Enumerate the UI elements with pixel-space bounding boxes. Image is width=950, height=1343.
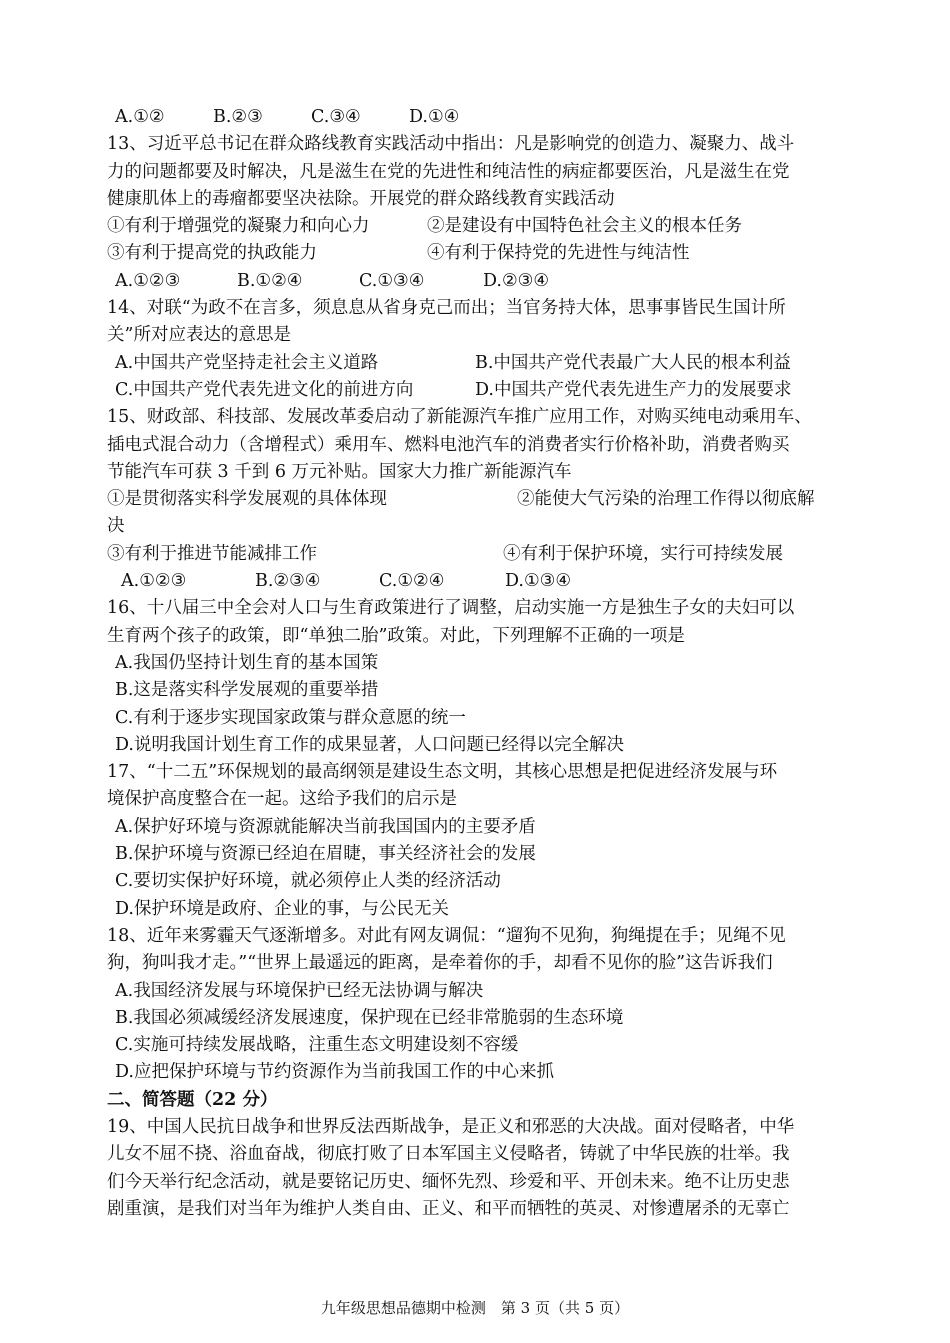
q14-option-a: A.中国共产党坚持走社会主义道路 (115, 352, 379, 373)
page-footer: 九年级思想品德期中检测 第 3 页（共 5 页） (320, 1299, 630, 1317)
page-content (107, 104, 852, 1223)
q15-statement-2-wrap: 决 (107, 516, 125, 537)
q18-option-a: A.我国经济发展与环境保护已经无法协调与解决 (115, 980, 484, 1001)
q17-option-b: B.保护环境与资源已经迫在眉睫，事关经济社会的发展 (115, 844, 536, 865)
q16-option-b: B.这是落实科学发展观的重要举措 (115, 680, 379, 701)
q15-statements-row-2 (107, 541, 852, 568)
q13-options (107, 268, 852, 295)
q13-option-d: D.②③④ (483, 270, 550, 291)
q16-option-c: C.有利于逐步实现国家政策与群众意愿的统一 (115, 707, 466, 728)
q17-stem-line-2: 境保护高度整合在一起。这给予我们的启示是 (107, 789, 457, 810)
q13-stem-line-3: 健康肌体上的毒瘤都要坚决祛除。开展党的群众路线教育实践活动 (107, 188, 615, 209)
q14-options-row-1 (107, 350, 852, 377)
q13-statement-2: ②是建设有中国特色社会主义的根本任务 (427, 216, 742, 237)
q12-option-c: C.③④ (311, 107, 361, 127)
q16-stem-line-2: 生育两个孩子的政策，即“单独二胎”政策。对此，下列理解不正确的一项是 (107, 625, 685, 646)
q17-option-c: C.要切实保护好环境，就必须停止人类的经济活动 (115, 871, 501, 892)
q16-option-a: A.我国仍坚持计划生育的基本国策 (115, 652, 379, 673)
q12-options (107, 104, 852, 131)
section-2-heading: 二、简答题（22 分） (107, 1089, 278, 1110)
q18-option-b: B.我国必须减缓经济发展速度，保护现在已经非常脆弱的生态环境 (115, 1007, 624, 1028)
q12-option-d: D.①④ (409, 107, 460, 127)
q19-stem-line-3: 们今天举行纪念活动，就是要铭记历史、缅怀先烈、珍爱和平、开创未来。绝不让历史悲 (107, 1171, 790, 1192)
q15-option-d: D.①③④ (505, 571, 572, 592)
q18-option-d: D.应把保护环境与节约资源作为当前我国工作的中心来抓 (115, 1062, 554, 1083)
q14-option-d: D.中国共产党代表先进生产力的发展要求 (475, 379, 792, 400)
q17-option-a: A.保护好环境与资源就能解决当前我国国内的主要矛盾 (115, 816, 536, 837)
q19-stem-line-1: 19、中国人民抗日战争和世界反法西斯战争，是正义和邪恶的大决战。面对侵略者，中华 (107, 1116, 795, 1137)
q13-stem-line-1: 13、习近平总书记在群众路线教育实践活动中指出：凡是影响党的创造力、凝聚力、战斗 (107, 134, 795, 155)
q14-option-c: C.中国共产党代表先进文化的前进方向 (115, 379, 414, 400)
q15-stem-line-3: 节能汽车可获 3 千到 6 万元补贴。国家大力推广新能源汽车 (107, 461, 572, 482)
q16-stem-line-1: 16、十八届三中全会对人口与生育政策进行了调整，启动实施一方是独生子女的夫妇可以 (107, 598, 795, 619)
q15-statement-4: ④有利于保护环境，实行可持续发展 (503, 543, 783, 564)
q15-options (107, 568, 852, 595)
q15-stem-line-2: 插电式混合动力（含增程式）乘用车、燃料电池汽车的消费者实行价格补助，消费者购买 (107, 434, 790, 455)
q15-stem-line-1: 15、财政部、科技部、发展改革委启动了新能源汽车推广应用工作，对购买纯电动乘用车、 (107, 407, 812, 428)
q14-option-b: B.中国共产党代表最广大人民的根本利益 (475, 352, 791, 373)
q13-option-a: A.①②③ (115, 270, 181, 291)
q12-option-b: B.②③ (213, 107, 263, 127)
q15-option-c: C.①②④ (379, 571, 445, 592)
q14-stem-line-2: 关”所对应表达的意思是 (107, 325, 291, 346)
q13-statement-3: ③有利于提高党的执政能力 (107, 243, 317, 264)
q13-stem-line-2: 力的问题都要及时解决，凡是滋生在党的先进性和纯洁性的病症都要医治，凡是滋生在党 (107, 161, 790, 182)
q14-options-row-2 (107, 377, 852, 404)
q18-stem-line-1: 18、近年来雾霾天气逐渐增多。对此有网友调侃：“遛狗不见狗，狗绳提在手；见绳不见 (107, 925, 786, 946)
q13-option-c: C.①③④ (359, 270, 425, 291)
q15-statements-row-1 (107, 486, 852, 513)
q15-statement-2: ②能使大气污染的治理工作得以彻底解 (517, 489, 815, 510)
q15-option-b: B.②③④ (255, 571, 321, 592)
q15-statement-3: ③有利于推进节能减排工作 (107, 543, 317, 564)
q19-stem-line-2: 儿女不屈不挠、浴血奋战，彻底打败了日本军国主义侵略者，铸就了中华民族的壮举。我 (107, 1144, 790, 1165)
q15-statement-1: ①是贯彻落实科学发展观的具体体现 (107, 489, 387, 510)
q18-stem-line-2: 狗，狗叫我才走。”“世界上最遥远的距离，是牵着你的手，却看不见你的脸”这告诉我们 (107, 953, 773, 974)
q15-option-a: A.①②③ (121, 571, 187, 592)
q13-statement-4: ④有利于保持党的先进性与纯洁性 (427, 243, 690, 264)
q13-statement-1: ①有利于增强党的凝聚力和向心力 (107, 216, 370, 237)
q18-option-c: C.实施可持续发展战略，注重生态文明建设刻不容缓 (115, 1035, 519, 1056)
q19-stem-line-4: 剧重演，是我们对当年为维护人类自由、正义、和平而牺牲的英灵、对惨遭屠杀的无辜亡 (107, 1198, 790, 1219)
q14-stem-line-1: 14、对联“为政不在言多，须息息从省身克己而出；当官务持大体，思事事皆民生国计所 (107, 298, 786, 319)
q16-option-d: D.说明我国计划生育工作的成果显著，人口问题已经得以完全解决 (115, 734, 624, 755)
q17-option-d: D.保护环境是政府、企业的事，与公民无关 (115, 898, 449, 919)
q13-option-b: B.①②④ (237, 270, 303, 291)
q13-statements-row-2 (107, 240, 852, 267)
q12-option-a: A.①② (115, 107, 165, 127)
q17-stem-line-1: 17、“十二五”环保规划的最高纲领是建设生态文明，其核心思想是把促进经济发展与环 (107, 762, 778, 783)
q13-statements-row-1 (107, 213, 852, 240)
